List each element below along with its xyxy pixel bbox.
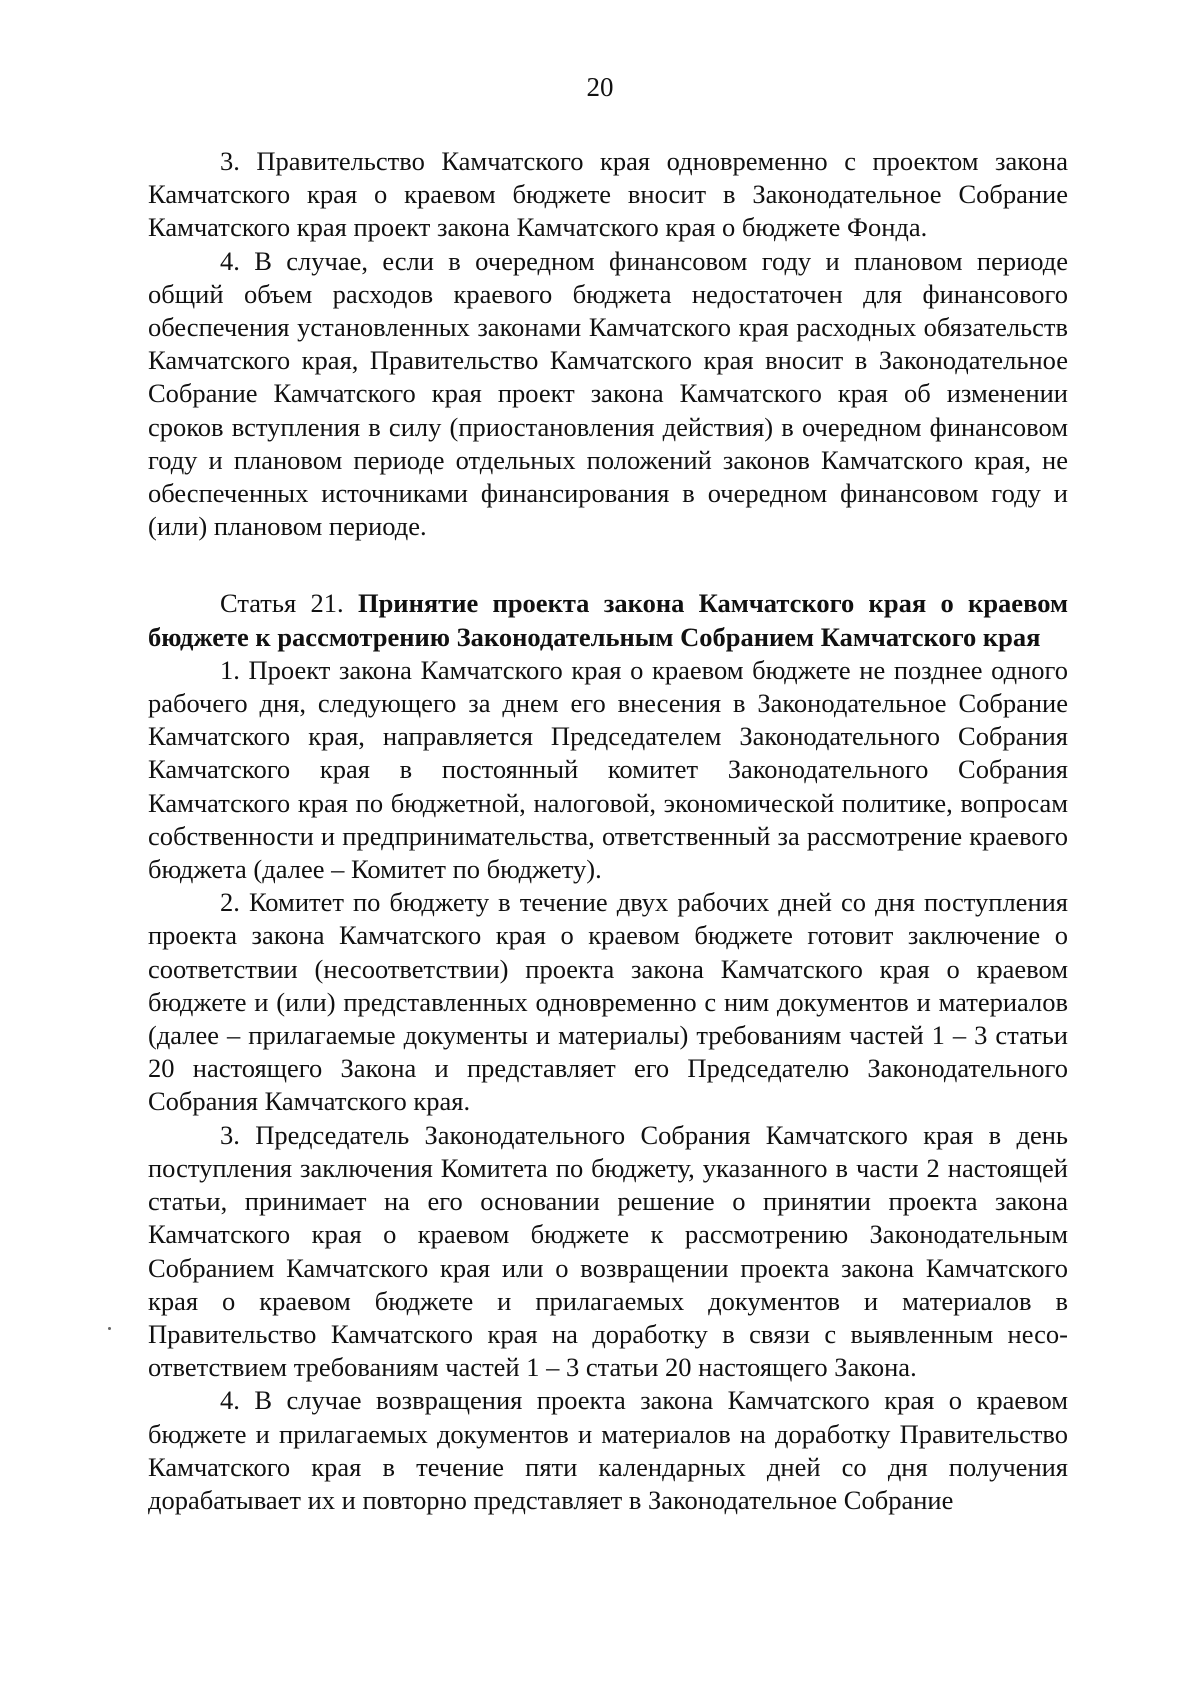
paragraph-21-4: 4. В случае возвращения проекта закона Камчатского края о краевом бюджете и прилагаемых документов и материалов на доработку Правительство Камчатского края в течение пяти календарных дней со дня получения дорабатывает их и повторно представляет в Законодательное Собрание	[148, 1385, 1068, 1515]
page-number: 20	[586, 72, 614, 102]
article-21-heading	[148, 587, 1068, 653]
paragraph-21-1: 1. Проект закона Камчатского края о краевом бюджете не позднее одного рабочего дня, следующего за днем его внесения в Законодательное Собрание Камчатского края, направляется Председателем Законодательного Собрания Камчатского края в постоянный комитет Законодательного Собрания Камчатского края по бюджетной, налоговой, экономической политике, вопросам собственности и предпринимательства, ответственный за рассмотрение краевого бюджета (далее – Комитет по бюджету).	[148, 654, 1068, 885]
paragraph-21-2: 2. Комитет по бюджету в течение двух рабочих дней со дня поступления проекта закона Камчатского края о краевом бюджете готовит заключение о соответствии (несоответствии) проекта закона Камчатского края о краевом бюджете и (или) представленных одновременно с ним документов и материалов (далее – прилагаемые документы и материалы) требованиям частей 1 – 3 статьи 20 настоящего Закона и представляет его Председателю Законодательного Собрания Камчатского края.	[148, 887, 1068, 1117]
paragraph-20-3: 3. Правительство Камчатского края одновременно с проектом закона Камчатского края о краевом бюджете вносит в Законодательное Собрание Камчатского края проект закона Камчатского края о бюджете Фонда.	[148, 146, 1068, 243]
paragraph-20-4: 4. В случае, если в очередном финансовом году и плановом периоде общий объем расходов краевого бюджета недостаточен для финансового обеспечения установленных законами Камчатского края расходных обязательств Камчатского края, Правительство Камчатского края вносит в Законодательное Собрание Камчатского края проект закона Камчатского края об изменении сроков вступления в силу (приостановления действия) в очередном финансовом году и плановом периоде отдельных положений законов Камчатского края, не обеспеченных источниками финансирования в очередном финансовом году и (или) плановом периоде.	[148, 245, 1068, 542]
article-21-label: Статья 21.	[220, 588, 344, 619]
paragraph-21-3: 3. Председатель Законодательного Собрания Камчатского края в день поступления заключения Комитета по бюджету, указанного в части 2 настоящей статьи, принимает на его основании решение о принятии проекта закона Камчатского края о краевом бюджете к рассмотрению Законодательным Собранием Камчатского края или о возвращении проекта закона Камчатского края о краевом бюджете и прилагаемых документов и материалов в Правительство Камчатского края на доработку в связи с выявленным несоответствием требованиям частей 1 – 3 статьи 20 настоящего Закона.	[148, 1119, 1068, 1383]
article-21-title: Принятие проекта закона Камчатского края о краевом бюджете к рассмотрению Законодательным Собранием Камчатского края	[148, 588, 1068, 652]
document-body	[148, 145, 1068, 1517]
scan-artifact-dot	[108, 1327, 111, 1330]
